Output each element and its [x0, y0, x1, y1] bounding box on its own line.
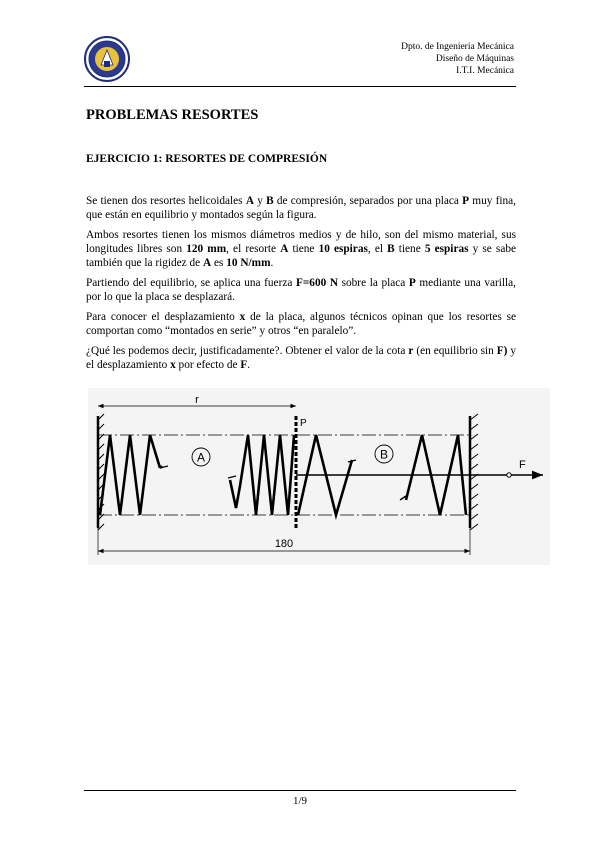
- paragraph-5: [86, 344, 516, 372]
- text-run: y: [253, 195, 267, 207]
- text-run: (en equilibrio sin: [413, 345, 497, 357]
- header-course: Diseño de Máquinas: [435, 54, 514, 64]
- footer-divider: [84, 790, 516, 791]
- bold-term: B: [387, 243, 395, 255]
- text-run: y se sabe también que la rigidez de: [86, 243, 517, 269]
- figure-background: [88, 388, 550, 565]
- page-title: PROBLEMAS RESORTES: [86, 107, 259, 123]
- bold-term: A: [203, 257, 212, 269]
- text-run: mediante una varilla, por lo que la placa se desplazará.: [86, 277, 516, 303]
- rod-pin: [507, 473, 511, 477]
- text-run: Se tienen dos resortes helicoidales: [86, 195, 246, 207]
- text-run: muy fina, que están en equilibrio y montados según la figura.: [86, 195, 516, 221]
- bold-term: F): [496, 345, 508, 357]
- bold-term: P: [408, 277, 416, 289]
- text-run: sobre la placa: [338, 277, 409, 289]
- text-run: de la placa, algunos técnicos opinan que los resortes se comportan como “montados en serie” y otros “en paralelo”.: [86, 311, 516, 337]
- springs-figure: [88, 388, 550, 565]
- bold-term: x: [170, 359, 176, 371]
- university-logo: [84, 36, 130, 82]
- text-run: , el: [367, 243, 388, 255]
- text-run: es: [211, 257, 227, 269]
- bold-term: x: [239, 311, 246, 323]
- text-run: ¿Qué les podemos decir, justificadamente?. Obtener el valor de la cota: [86, 345, 409, 357]
- problem-statement: [86, 194, 516, 378]
- bold-term: A: [280, 243, 289, 255]
- label-b: B: [379, 447, 389, 462]
- text-run: , el resorte: [226, 243, 281, 255]
- text-run: de compresión, separados por una placa: [273, 195, 463, 207]
- label-r: r: [195, 394, 199, 406]
- label-p: P: [300, 418, 307, 429]
- bold-term: 10 espiras: [318, 243, 368, 255]
- text-run: por efecto de: [175, 359, 241, 371]
- label-a: A: [196, 450, 206, 465]
- text-run: tiene: [394, 243, 425, 255]
- bold-term: F: [240, 359, 248, 371]
- bold-term: r: [408, 345, 414, 357]
- header-department: Dpto. de Ingeniería Mecánica: [401, 42, 514, 52]
- text-run: .: [247, 359, 251, 371]
- text-run: y el desplazamiento: [86, 345, 516, 371]
- bold-term: A: [245, 195, 254, 207]
- bold-term: F=600 N: [295, 277, 339, 289]
- text-run: .: [270, 257, 274, 269]
- header-divider: [84, 86, 516, 87]
- page-number: 1/9: [292, 795, 308, 807]
- paragraph-3: [86, 276, 516, 304]
- paragraph-1: [86, 194, 516, 222]
- label-f: F: [519, 459, 526, 471]
- text-run: Para conocer el desplazamiento: [86, 311, 240, 323]
- bold-term: P: [462, 195, 470, 207]
- text-run: Ambos resortes tienen los mismos diámetros medios y de hilo, son del mismo material, sus longitudes libres son: [86, 229, 516, 255]
- label-180: 180: [274, 538, 294, 550]
- header-info: [401, 41, 514, 77]
- bold-term: B: [266, 195, 274, 207]
- bold-term: 10 N/mm: [226, 257, 271, 269]
- bold-term: 120 mm: [186, 243, 227, 255]
- text-run: Partiendo del equilibrio, se aplica una fuerza: [86, 277, 296, 289]
- header-program: I.T.I. Mecánica: [456, 66, 514, 76]
- exercise-title: EJERCICIO 1: RESORTES DE COMPRESIÓN: [86, 153, 328, 165]
- bold-term: 5 espiras: [424, 243, 469, 255]
- paragraph-2: [86, 228, 516, 270]
- paragraph-4: [86, 310, 516, 338]
- text-run: tiene: [288, 243, 319, 255]
